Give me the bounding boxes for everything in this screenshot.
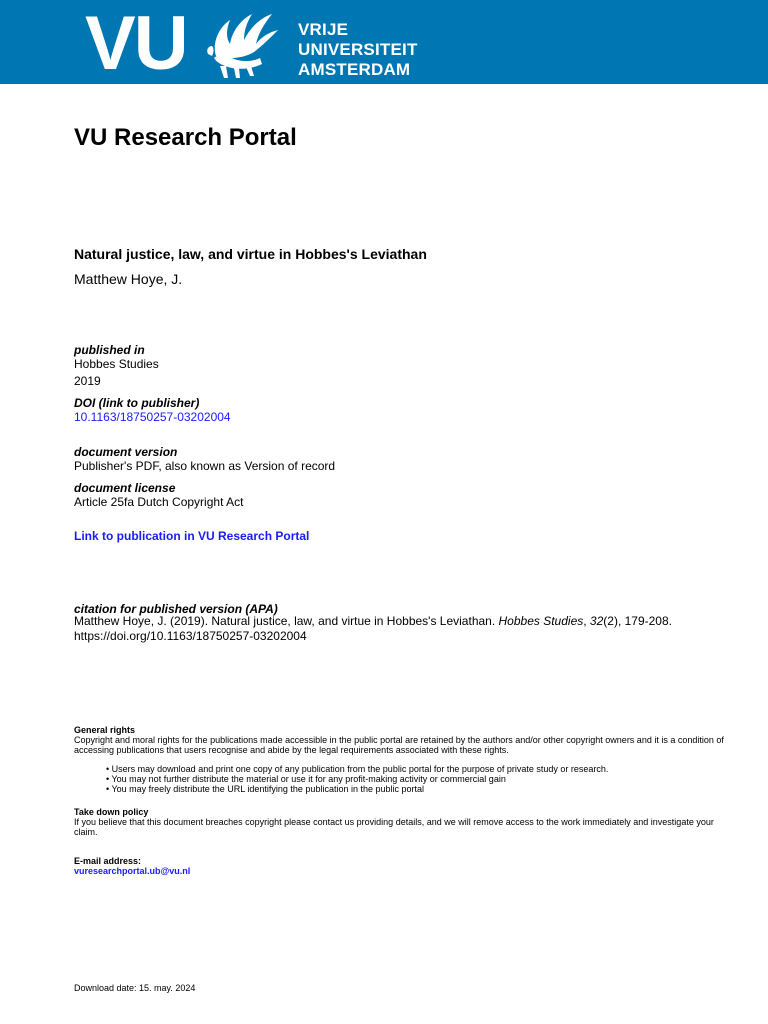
email-heading: E-mail address: [74, 856, 142, 866]
portal-publication-link[interactable]: Link to publication in VU Research Portal [74, 529, 310, 543]
citation-label-text: citation for published version (APA) [74, 602, 278, 616]
university-name-line1: VRIJE [298, 20, 349, 39]
citation-text-end: (2), 179-208. https://doi.org/10.1163/18750257-03202004 [74, 614, 672, 643]
citation-volume: 32 [589, 614, 604, 628]
griffin-logo-icon [204, 4, 284, 80]
published-in-section [74, 344, 159, 389]
citation-comma: , [583, 614, 590, 628]
university-name-line3: AMSTERDAM [298, 60, 411, 79]
publication-year: 2019 [74, 374, 101, 388]
document-version-section [74, 446, 335, 474]
document-license-label: document license [74, 481, 176, 495]
email-link[interactable]: vuresearchportal.ub@vu.nl [74, 866, 191, 876]
take-down-heading: Take down policy [74, 807, 149, 817]
paper-title: Natural justice, law, and virtue in Hobbes's Leviathan [74, 246, 427, 262]
paper-authors: Matthew Hoye, J. [74, 271, 183, 287]
list-item: • You may freely distribute the URL identifying the publication in the public portal [106, 784, 425, 794]
document-license-section [74, 482, 243, 510]
document-version-label: document version [74, 445, 178, 459]
university-name [298, 20, 418, 80]
email-section [74, 856, 190, 876]
logo-vu-text: VU [85, 1, 187, 86]
portal-title: VU Research Portal [74, 124, 297, 151]
take-down-text: If you believe that this document breaches copyright please contact us providing details, and we will remove access to the work immediately and investigate your claim. [74, 817, 714, 837]
rights-bullet-list [106, 764, 608, 794]
general-rights-heading: General rights [74, 725, 136, 735]
header-banner [0, 0, 768, 84]
published-in-label: published in [74, 343, 145, 357]
download-date: Download date: 15. may. 2024 [74, 983, 196, 993]
citation-text [74, 614, 704, 644]
document-version-value: Publisher's PDF, also known as Version of record [74, 459, 336, 473]
doi-link[interactable]: 10.1163/18750257-03202004 [74, 410, 231, 424]
citation-journal: Hobbes Studies [498, 614, 584, 628]
list-item: • Users may download and print one copy of any publication from the public portal for the purpose of private study or research. [106, 764, 609, 774]
university-name-line2: UNIVERSITEIT [298, 40, 418, 59]
citation-text-start: Matthew Hoye, J. (2019). Natural justice, law, and virtue in Hobbes's Leviathan. [74, 614, 499, 628]
doi-section [74, 397, 231, 425]
take-down-section [74, 807, 724, 837]
general-rights-section [74, 725, 724, 755]
document-license-value: Article 25fa Dutch Copyright Act [74, 495, 244, 509]
general-rights-text: Copyright and moral rights for the publications made accessible in the public portal are retained by the authors and/or other copyright owners and it is a condition of accessing publications that users recognise and abide by the legal requirements associated with these rights. [74, 735, 724, 755]
list-item: • You may not further distribute the material or use it for any profit-making activity or commercial gain [106, 774, 506, 784]
doi-label: DOI (link to publisher) [74, 396, 200, 410]
journal-name: Hobbes Studies [74, 357, 159, 371]
